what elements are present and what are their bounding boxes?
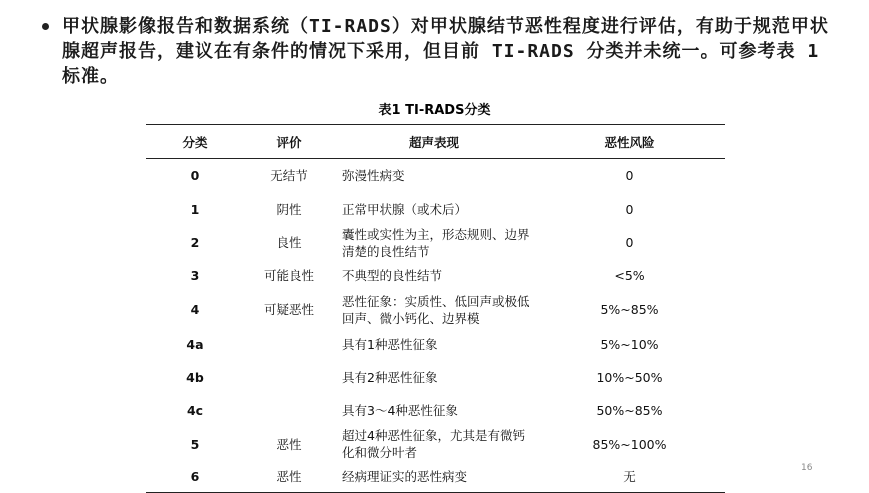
table-header-row bbox=[146, 125, 725, 159]
cell-class: 4a bbox=[186, 336, 204, 352]
cell-class: 1 bbox=[190, 201, 200, 217]
cell-description: 恶性征象：实质性、低回声或极低回声、微小钙化、边界模 bbox=[342, 293, 530, 326]
table-row bbox=[146, 394, 725, 427]
cell-evaluation bbox=[244, 361, 334, 394]
cell-class: 4 bbox=[190, 302, 200, 317]
cell-risk: 0 bbox=[625, 201, 634, 217]
cell-class: 4c bbox=[186, 402, 204, 418]
table-row bbox=[146, 361, 725, 394]
cell-risk: 10%~50% bbox=[596, 369, 663, 385]
table-row bbox=[146, 427, 725, 462]
cell-description: 囊性或实性为主，形态规则、边界清楚的良性结节 bbox=[342, 226, 530, 259]
cell-class: 0 bbox=[190, 168, 200, 184]
table-row bbox=[146, 159, 725, 193]
bullet-text: 甲状腺影像报告和数据系统（TI-RADS）对甲状腺结节恶性程度进行评估，有助于规范甲状腺超声报告，建议在有条件的情况下采用，但目前 TI-RADS 分类并未统一。可参考表 1 标准。 bbox=[62, 16, 829, 87]
cell-risk: <5% bbox=[614, 268, 645, 283]
cell-class: 6 bbox=[146, 462, 244, 493]
cell-description: 经病理证实的恶性病变 bbox=[334, 462, 534, 493]
header-evaluation: 评价 bbox=[244, 125, 334, 159]
cell-evaluation bbox=[244, 394, 334, 427]
cell-evaluation bbox=[244, 328, 334, 361]
cell-evaluation: 可疑恶性 bbox=[263, 302, 314, 317]
cell-risk: 0 bbox=[625, 168, 634, 184]
cell-risk: 0 bbox=[625, 235, 634, 250]
cell-risk: 5%~85% bbox=[600, 302, 659, 317]
cell-risk: 无 bbox=[534, 462, 725, 493]
cell-description: 具有2种恶性征象 bbox=[342, 369, 438, 385]
table-row bbox=[146, 226, 725, 260]
cell-evaluation: 无结节 bbox=[270, 168, 308, 184]
cell-evaluation: 恶性 bbox=[276, 436, 302, 452]
page-number: 16 bbox=[801, 463, 813, 473]
cell-description: 具有3～4种恶性征象 bbox=[342, 402, 458, 418]
table-row bbox=[146, 260, 725, 292]
header-ultrasound: 超声表现 bbox=[334, 125, 534, 159]
cell-class: 5 bbox=[190, 436, 200, 452]
table-row bbox=[146, 193, 725, 226]
cell-risk: 85%~100% bbox=[592, 436, 667, 452]
table-title: 表1 TI-RADS分类 bbox=[378, 103, 491, 118]
table-row bbox=[146, 292, 725, 328]
bullet-paragraph bbox=[42, 14, 842, 89]
cell-description: 不典型的良性结节 bbox=[342, 268, 443, 283]
cell-evaluation: 可能良性 bbox=[263, 268, 314, 283]
header-class: 分类 bbox=[146, 125, 244, 159]
header-risk: 恶性风险 bbox=[534, 125, 725, 159]
cell-class: 3 bbox=[190, 268, 200, 283]
cell-description: 弥漫性病变 bbox=[342, 168, 405, 184]
cell-risk: 50%~85% bbox=[596, 402, 663, 418]
cell-evaluation: 阴性 bbox=[276, 201, 302, 217]
cell-description: 正常甲状腺（或术后） bbox=[342, 201, 468, 217]
cell-risk: 5%~10% bbox=[600, 336, 659, 352]
cell-class: 4b bbox=[186, 369, 204, 385]
ti-rads-table bbox=[146, 124, 725, 493]
cell-description: 具有1种恶性征象 bbox=[342, 336, 438, 352]
cell-evaluation: 良性 bbox=[276, 235, 302, 250]
cell-evaluation: 恶性 bbox=[244, 462, 334, 493]
cell-class: 2 bbox=[190, 235, 200, 250]
cell-description: 超过4种恶性征象，尤其是有微钙化和微分叶者 bbox=[342, 428, 525, 460]
table-row bbox=[146, 328, 725, 361]
bullet-dot-icon bbox=[42, 23, 49, 30]
